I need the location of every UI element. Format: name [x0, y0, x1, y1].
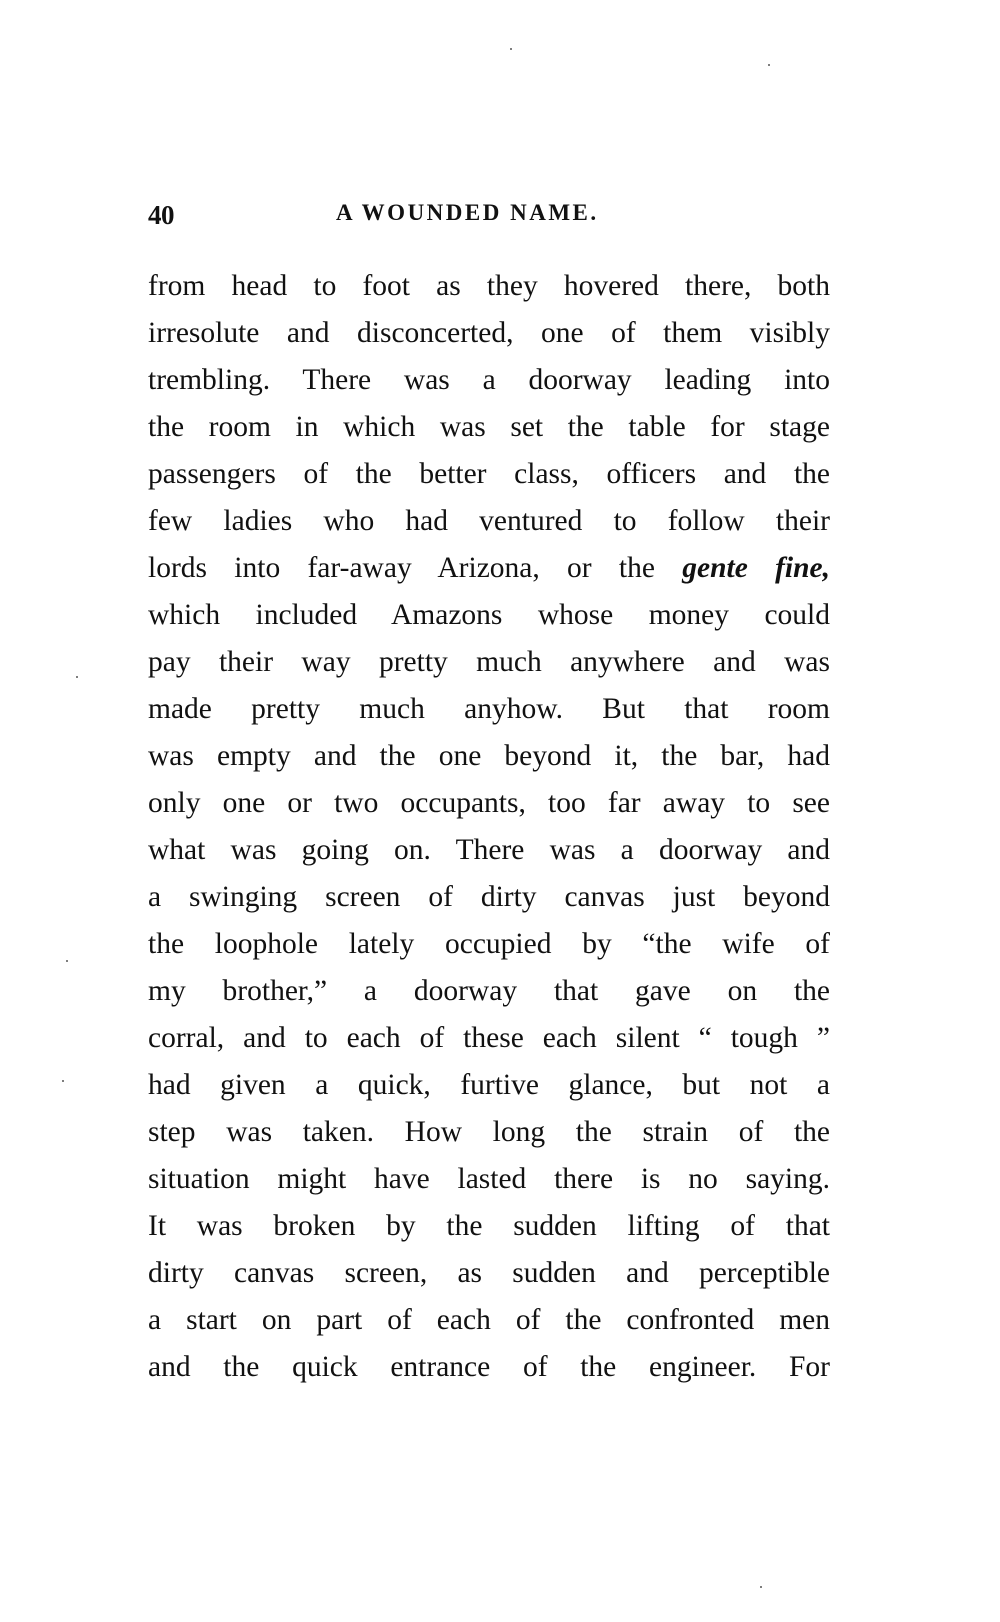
- text-line-roman: lords into far-away Arizona, or the: [148, 552, 655, 584]
- text-line: which included Amazons whose money could: [148, 599, 830, 631]
- text-line: and the quick entrance of the engineer. For: [148, 1351, 830, 1383]
- text-line: made pretty much anyhow. But that room: [148, 693, 830, 725]
- text-line: my brother,” a doorway that gave on the: [148, 975, 830, 1007]
- text-line: passengers of the better class, officers and the: [148, 458, 830, 490]
- text-line: the loophole lately occupied by “the wife of: [148, 928, 830, 960]
- body-text: [148, 263, 830, 1391]
- paper-speck: [76, 676, 78, 678]
- text-line: corral, and to each of these each silent “ tough ”: [148, 1022, 830, 1054]
- text-line: a swinging screen of dirty canvas just beyond: [148, 881, 830, 913]
- running-head: [148, 200, 838, 244]
- paper-speck: [768, 64, 770, 66]
- text-line: trembling. There was a doorway leading into: [148, 364, 830, 396]
- text-line: had given a quick, furtive glance, but not a: [148, 1069, 830, 1101]
- text-line: the room in which was set the table for stage: [148, 411, 830, 443]
- paper-speck: [62, 1080, 64, 1082]
- text-line: pay their way pretty much anywhere and was: [148, 646, 830, 678]
- text-line: It was broken by the sudden lifting of that: [148, 1210, 830, 1242]
- text-line: dirty canvas screen, as sudden and perceptible: [148, 1257, 830, 1289]
- text-line: what was going on. There was a doorway and: [148, 834, 830, 866]
- text-line: irresolute and disconcerted, one of them visibly: [148, 317, 830, 349]
- page-number: 40: [148, 200, 174, 230]
- text-line: from head to foot as they hovered there, both: [148, 270, 830, 302]
- running-title: A WOUNDED NAME.: [336, 200, 599, 225]
- text-line: [148, 545, 830, 592]
- italic-phrase: gente fine,: [682, 552, 830, 584]
- paper-speck: [66, 960, 68, 962]
- text-line: step was taken. How long the strain of the: [148, 1116, 830, 1148]
- text-line: a start on part of each of the confronted men: [148, 1304, 830, 1336]
- text-line: situation might have lasted there is no saying.: [148, 1163, 830, 1195]
- text-line: few ladies who had ventured to follow their: [148, 505, 830, 537]
- paper-speck: [510, 48, 512, 50]
- text-line: was empty and the one beyond it, the bar, had: [148, 740, 830, 772]
- paper-speck: [760, 1586, 762, 1588]
- text-line: only one or two occupants, too far away to see: [148, 787, 830, 819]
